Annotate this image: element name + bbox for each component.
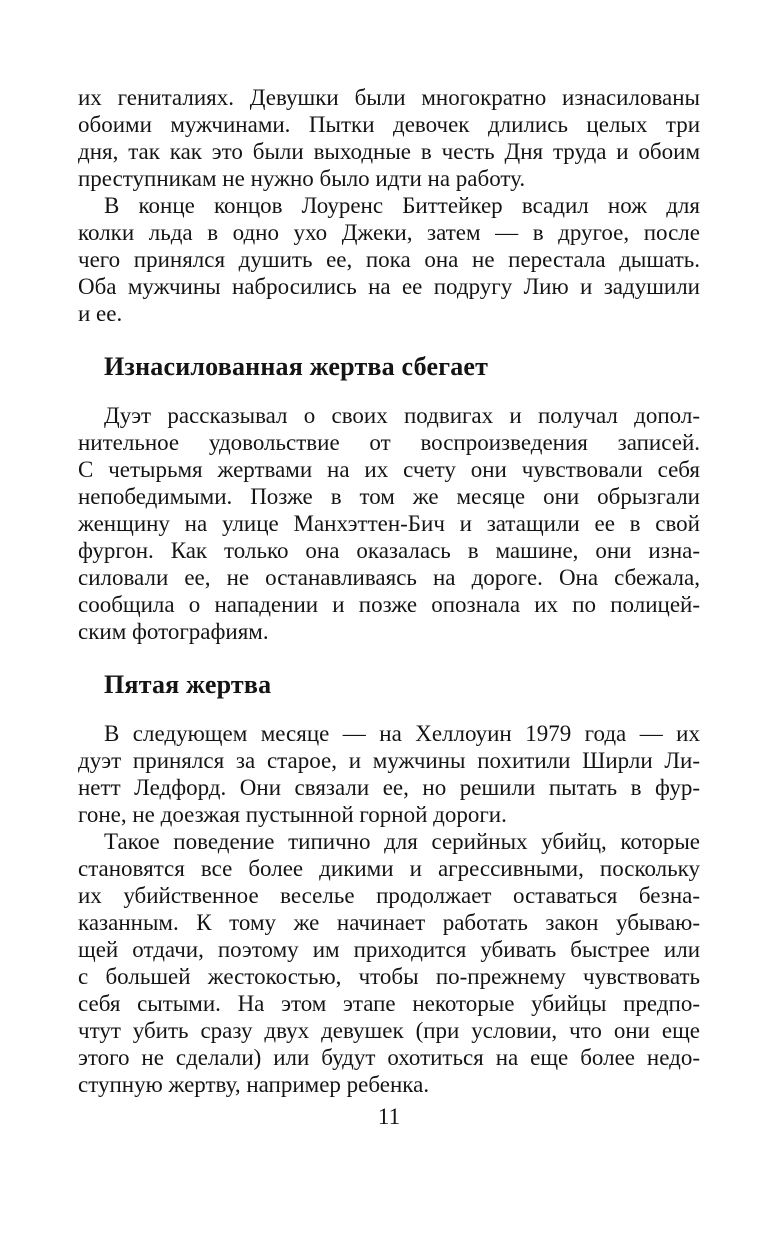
section-heading: Изнасилованная жертва сбегает xyxy=(104,352,489,381)
text-line: фургон. Как только она оказалась в машине, они изна- xyxy=(78,538,700,563)
text-line: Оба мужчины набросились на ее подругу Лию и задушили xyxy=(78,274,700,299)
text-line: обоими мужчинами. Пытки девочек длились целых три xyxy=(78,112,700,137)
text-line: Такое поведение типично для серийных убийц, которые xyxy=(104,829,700,854)
text-line: сообщила о нападении и позже опознала их по полицей- xyxy=(78,592,700,617)
text-line: себя сытыми. На этом этапе некоторые убийцы предпо- xyxy=(78,991,700,1016)
text-line: преступникам не нужно было идти на работу. xyxy=(78,166,526,191)
text-line: женщину на улице Манхэттен-Бич и затащили ее в свой xyxy=(78,511,700,536)
page-content xyxy=(78,84,700,1098)
text-line: чтут убить сразу двух девушек (при условии, что они еще xyxy=(78,1018,700,1043)
text-line: нительное удовольствие от воспроизведения записей. xyxy=(78,430,700,455)
paragraph xyxy=(78,828,700,1098)
text-line: казанным. К тому же начинает работать закон убываю- xyxy=(78,910,700,935)
text-line: С четырьмя жертвами на их счету они чувствовали себя xyxy=(78,457,700,482)
text-line: дуэт принялся за старое, и мужчины похитили Ширли Ли- xyxy=(78,748,700,773)
text-line: ступную жертву, например ребенка. xyxy=(78,1072,430,1097)
text-line: их убийственное веселье продолжает оставаться безна- xyxy=(78,883,700,908)
text-line: колки льда в одно ухо Джеки, затем — в другое, после xyxy=(78,220,700,245)
text-line: Дуэт рассказывал о своих подвигах и получал допол- xyxy=(104,403,700,428)
text-line: их гениталиях. Девушки были многократно изнасилованы xyxy=(78,85,700,110)
text-line: В конце концов Лоуренс Биттейкер всадил нож для xyxy=(104,193,700,218)
text-line: силовали ее, не останавливаясь на дороге. Она сбежала, xyxy=(78,565,700,590)
text-line: нетт Ледфорд. Они связали ее, но решили пытать в фур- xyxy=(78,775,700,800)
text-line: чего принялся душить ее, пока она не перестала дышать. xyxy=(78,247,700,272)
paragraph xyxy=(78,84,700,192)
text-line: дня, так как это были выходные в честь Дня труда и обоим xyxy=(78,139,700,164)
text-line: этого не сделали) или будут охотиться на еще более недо- xyxy=(78,1045,700,1070)
page-number: 11 xyxy=(377,1104,401,1129)
text-line: щей отдачи, поэтому им приходится убивать быстрее или xyxy=(78,937,700,962)
text-line: и ее. xyxy=(78,301,123,326)
paragraph xyxy=(78,192,700,327)
section-heading: Пятая жертва xyxy=(104,670,272,699)
text-line: В следующем месяце — на Хеллоуин 1979 года — их xyxy=(104,721,700,746)
text-line: становятся все более дикими и агрессивными, поскольку xyxy=(78,856,700,881)
text-line: непобедимыми. Позже в том же месяце они обрызгали xyxy=(78,484,700,509)
text-line: ским фотографиям. xyxy=(78,619,269,644)
paragraph xyxy=(78,402,700,645)
paragraph xyxy=(78,720,700,828)
text-line: с большей жестокостью, чтобы по-прежнему чувствовать xyxy=(78,964,700,989)
text-line: гоне, не доезжая пустынной горной дороги. xyxy=(78,802,507,827)
